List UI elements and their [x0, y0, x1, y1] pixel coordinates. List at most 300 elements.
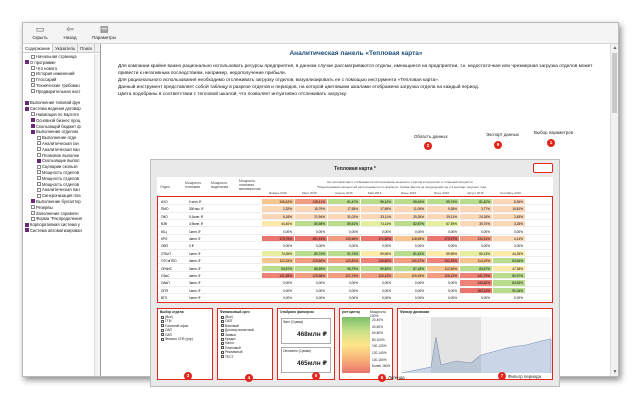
department-filter-panel [157, 308, 213, 380]
scroll-down-icon[interactable]: ▼ [612, 369, 618, 375]
heat-cell: 0,00% [361, 280, 393, 285]
filter-option-label: Плановый [225, 345, 241, 350]
tree-item-label: Синхронизация пла [42, 193, 81, 199]
checkbox-icon[interactable] [161, 338, 164, 341]
dept-cell: ОРиИС [161, 266, 172, 271]
heat-cell: 94,57% [262, 266, 294, 271]
book-icon [31, 124, 35, 128]
callout-data-area-label: Область данных [414, 134, 448, 139]
month-header: Апрель 2016 [335, 191, 353, 195]
legend-label: 120-140% [372, 351, 387, 355]
heat-cell: 0,00% [328, 295, 360, 300]
header-note: На тепловой карте отображается использование мощности отделов в процентах от плановой мощности [327, 180, 473, 184]
page-icon [37, 136, 41, 140]
header-note-2: *Моделирование мощностей рассчитывается по формуле: Сумма фактов на предыдущий год и 3 месяцах текущего года [317, 185, 487, 189]
page-icon [37, 147, 41, 151]
capacity-cell: 3млн. ₽ [189, 281, 201, 286]
tree-item-label: Мощность отделов [42, 175, 80, 181]
heat-cell: 8,26% [493, 199, 525, 204]
filter-option-label: Филиал СПб (упр) [165, 337, 193, 342]
paragraph: Для рационального использования необходимо отслеживать загрузку отделов, визуализировать ее с помощью инструмента «Тепловая карта». [118, 78, 440, 83]
heat-cell: 128,58% [295, 273, 327, 278]
table-row [158, 251, 552, 257]
tree-item-label: О программе [30, 59, 56, 65]
heat-cell: 4,14% [493, 236, 525, 241]
checkbox-icon[interactable] [221, 329, 224, 332]
filter-option[interactable] [218, 355, 272, 359]
heat-cell: 0,00% [427, 229, 459, 234]
tree-item-label: Начальная страница [36, 54, 77, 59]
heat-cell: 191,13% [295, 236, 327, 241]
book-icon [31, 130, 35, 134]
legend-label: Более 160% [372, 364, 391, 369]
tree-item-label: Плановое выполне [42, 152, 80, 158]
tab-contents[interactable]: Содержание [23, 44, 53, 52]
legend-label: 80-100% [372, 337, 385, 342]
tree-item-label: Сценарии скользя [42, 164, 78, 170]
month-header: Июнь 2016 [401, 191, 417, 195]
page-icon [31, 66, 35, 70]
heat-cell: 84,53% [493, 280, 525, 285]
col-dept: Отдел [160, 185, 170, 189]
callout-badge: 4 [245, 374, 253, 382]
tree-item-label: Основной бизнес проц [36, 117, 81, 123]
dept-cell: ПМО [161, 207, 169, 212]
heat-cell: 0,00% [427, 280, 459, 285]
table-row [158, 199, 552, 205]
table-row [158, 243, 552, 249]
heat-cell: 0,00% [361, 295, 393, 300]
content-pane [102, 44, 618, 380]
book-icon [25, 101, 29, 105]
table-row [158, 280, 552, 286]
checkbox-icon[interactable] [221, 355, 224, 358]
table-row [158, 288, 552, 294]
dept-cell: АХО [161, 200, 168, 204]
heat-cell: 0,00% [427, 288, 459, 293]
heat-cell: 65,13% [460, 251, 492, 256]
heat-cell: 96,14% [361, 199, 393, 204]
filter-option-label: Головной офис [165, 323, 189, 328]
month-header: Август 2016 [467, 191, 484, 195]
heat-cell: 17,69% [361, 206, 393, 211]
month-header: Март 2016 [302, 191, 317, 195]
heat-cell: 81,42% [460, 199, 492, 204]
heat-cell: 21,94% [295, 214, 327, 219]
callout-badge: 6 [378, 374, 386, 382]
heat-cell: 29,11% [427, 214, 459, 219]
period-chart[interactable] [401, 317, 551, 377]
tree-item[interactable] [23, 228, 94, 234]
page-icon [37, 176, 41, 180]
heat-cell: 134,14% [460, 236, 492, 241]
book-icon [25, 228, 29, 232]
heat-cell: 0,00% [427, 243, 459, 248]
heat-cell: 0,00% [262, 295, 294, 300]
dept-cell: КРО [161, 237, 168, 241]
panel-title: Финансовый срез [220, 310, 250, 314]
page-icon [37, 182, 41, 186]
panel-title: (нет цвета) [342, 310, 360, 314]
hide-button-label: Скрыть [32, 35, 48, 40]
dept-cell: ОАиП [161, 281, 170, 286]
heat-cell: 179,37% [427, 236, 459, 241]
page-icon [37, 170, 41, 174]
page-icon [31, 55, 35, 59]
heat-cell: 120,12% [361, 273, 393, 278]
heat-cell: 0,00% [394, 243, 426, 248]
checkbox-icon[interactable] [161, 333, 164, 336]
filter-option-label: ТЕСТ [225, 354, 234, 359]
dept-cell: ОЗиС [161, 274, 170, 278]
back-arrow-icon: ⇦ [66, 24, 74, 34]
capacity-cell: 4млн. ₽ [189, 274, 201, 278]
tree-item-label: Форма "Распределения [36, 216, 82, 222]
callout-badge: 7 [498, 372, 506, 380]
page-icon [31, 211, 35, 215]
filter-option-label: Налог [225, 341, 235, 346]
heat-cell: 0,00% [295, 288, 327, 293]
kpi-panel [277, 308, 335, 380]
book-icon [25, 223, 29, 227]
paragraph: Данный инструмент представляет собой таблицу в разрезе отделов и периодов, на которой цветовыми шкалами отображена загрузка отдела на каждый период. [118, 85, 480, 90]
heat-cell: 0,00% [493, 295, 525, 300]
heat-cell: 0,00% [262, 229, 294, 234]
page-icon [31, 217, 35, 221]
paragraph: Для компании крайне важно рационально использовать ресурсы предприятия, в данном случае рассматриваются отделы, имеющиеся на предприятии, т.к. недостаточная или чрезмерная загрузка отделов может привести к негативным последствиям, например, недополучение прибыли. [118, 64, 593, 76]
col-capacity: Мощность плановая [185, 181, 202, 189]
heat-cell: 74,14% [361, 221, 393, 226]
callout-badge: 5 [312, 372, 320, 380]
legend-label: 100-120% [372, 344, 387, 349]
filter-option-label: ОБП [225, 319, 233, 324]
table-row [158, 229, 552, 235]
filter-option-label: Кредит [225, 337, 236, 342]
filter-option[interactable] [158, 337, 212, 341]
heat-cell: 148,52% [460, 280, 492, 285]
heatmap-header [157, 177, 553, 196]
month-header: Январь 2016 [269, 191, 287, 195]
page-icon [37, 165, 41, 169]
kpi-label: Факт (Сумма) [283, 320, 304, 324]
heatmap-title: Тепловая карта * [334, 166, 376, 172]
back-button-label: Назад [63, 35, 77, 40]
heat-cell: 81,47% [328, 199, 360, 204]
checkbox-icon[interactable] [221, 342, 224, 345]
period-selection[interactable] [431, 317, 481, 373]
capacity-cell: 0 млн. ₽ [189, 200, 202, 204]
tree-item-label: Выполнение отде [42, 135, 77, 141]
tab-search[interactable]: Поиск [78, 44, 95, 52]
heat-cell: 85,64% [394, 199, 426, 204]
heat-cell: 0,00% [394, 295, 426, 300]
table-row [158, 214, 552, 220]
heat-cell: 0,00% [262, 243, 294, 248]
heat-cell: 47,38% [493, 266, 525, 271]
checkbox-icon[interactable] [161, 320, 164, 323]
legend-label: 140-160% [372, 357, 387, 362]
heat-cell: 24,18% [460, 214, 492, 219]
tree-scrollbar[interactable] [94, 54, 100, 376]
heat-cell: 141,79% [460, 273, 492, 278]
tree-item-label: Резервы [36, 204, 53, 210]
tree-item-label: Аналитическая пан [42, 187, 80, 193]
table-row [158, 266, 552, 272]
hide-icon: ▭ [35, 24, 45, 34]
panel-title: Отобрано фильтром [280, 310, 314, 314]
heat-cell: 9,35% [427, 206, 459, 211]
heat-cell: 96,79% [328, 266, 360, 271]
page-icon [31, 112, 35, 116]
table-row [158, 295, 552, 301]
page-icon [31, 78, 35, 82]
callout-params-label: Выбор параметров [534, 130, 573, 135]
tree-item-label: История изменений [36, 71, 75, 77]
heat-cell: 91,74% [328, 251, 360, 256]
heat-cell: 0,00% [394, 280, 426, 285]
heat-cell: 74,35% [262, 251, 294, 256]
financial-filter-panel [217, 308, 273, 380]
heat-cell: 86,59% [295, 266, 327, 271]
legend-panel [339, 308, 393, 380]
heat-cell: 82,87% [394, 221, 426, 226]
heat-cell: 44,40% [262, 221, 294, 226]
heat-cell: 128,13% [427, 273, 459, 278]
heat-cell: 179,75% [262, 236, 294, 241]
heat-cell: 87,18% [394, 266, 426, 271]
tree-item-label: Корпоративная система у [30, 222, 81, 228]
month-header: Сентябрь 2016 [500, 191, 521, 195]
lower-panels [157, 308, 553, 380]
callout-badge: 9 [494, 141, 502, 149]
scroll-up-icon[interactable]: ▲ [612, 45, 618, 51]
heat-cell: 112,54% [427, 266, 459, 271]
navigation-pane [23, 44, 101, 376]
tree-item-label: Выполнение бухгалтер [36, 198, 81, 204]
col-min: Мощность плановая минимальная [239, 179, 261, 191]
heat-cell: 15,79% [295, 206, 327, 211]
legend-label: 60-80% [372, 331, 383, 336]
heat-cell: 0,00% [295, 295, 327, 300]
callout-badge: 3 [184, 372, 192, 380]
heat-cell: 10,81% [493, 206, 525, 211]
capacity-cell: 3,9млн. ₽ [189, 222, 204, 227]
back-button[interactable] [55, 24, 85, 43]
checkbox-icon[interactable] [221, 316, 224, 319]
table-row [158, 206, 552, 212]
checkbox-icon[interactable] [221, 346, 224, 349]
checkbox-icon[interactable] [221, 324, 224, 327]
heat-cell: 0,00% [460, 295, 492, 300]
page-icon [31, 72, 35, 76]
heat-cell: 31,02% [328, 214, 360, 219]
heat-cell: 114,19% [460, 258, 492, 263]
heat-cell: 2,45% [493, 214, 525, 219]
heat-cell: 44,25% [493, 251, 525, 256]
tree-item-label: Что нового [36, 65, 58, 71]
heat-cell: 0,00% [328, 229, 360, 234]
capacity-cell: 5,1млн. ₽ [189, 214, 204, 219]
table-row [158, 258, 552, 264]
heat-cell: 0,00% [295, 280, 327, 285]
heat-cell: 0,00% [361, 243, 393, 248]
options-button[interactable] [87, 24, 121, 43]
filter-option-label: ОАП [165, 332, 173, 337]
heat-cell: 3,77% [460, 206, 492, 211]
heat-cell: 0,00% [328, 243, 360, 248]
dept-cell: ОПП [161, 288, 169, 293]
tree-item-label: Мощность отделов [42, 181, 80, 187]
legend-label: 40-60% [372, 324, 383, 329]
heat-cell: 6,18% [262, 214, 294, 219]
checkbox-icon[interactable] [221, 320, 224, 323]
checkbox-icon[interactable] [221, 333, 224, 336]
checkbox-icon[interactable] [221, 338, 224, 341]
legend-label: 20-40% [372, 318, 383, 322]
heat-cell: 80,98% [295, 221, 327, 226]
dept-cell: ОТСиППО [161, 259, 177, 264]
heat-cell: 59,56% [361, 251, 393, 256]
page-icon [31, 83, 35, 87]
page-icon [37, 141, 41, 145]
help-toolbar [23, 23, 618, 44]
heat-cell: 0,00% [328, 280, 360, 285]
table-row [158, 273, 552, 279]
heat-cell: 171,52% [361, 236, 393, 241]
heat-cell: 163,14% [460, 288, 492, 293]
tree-item-label: Выполнение отделом [36, 129, 78, 135]
dept-cell: ОТКиТ [161, 251, 172, 256]
tree-item-label: Система ведения договор [30, 106, 81, 112]
tree-item-label: Глоссарий [36, 77, 57, 83]
dept-cell: ГМО [161, 214, 168, 219]
capacity-cell: 0 ₽ [189, 244, 194, 249]
heatmap-screenshot [150, 159, 560, 387]
dept-cell: ЮЦ [161, 229, 167, 234]
heat-cell: 112,15% [262, 258, 294, 263]
table-row [158, 236, 552, 242]
page-icon [37, 188, 41, 192]
heat-cell: 11,09% [394, 206, 426, 211]
checkbox-icon[interactable] [161, 329, 164, 332]
page-icon [31, 205, 35, 209]
capacity-cell: 1млн. ₽ [189, 288, 201, 293]
tree-item-label: Навигация по Картоте [36, 111, 79, 117]
paragraph: Цвета подобраны в соответствии с тепловой шкалой, что позволяет интуитивно отслеживать загрузку. [118, 92, 347, 97]
heat-cell: 118,59% [394, 236, 426, 241]
capacity-cell: 1млн. ₽ [189, 229, 201, 234]
intro-text [118, 63, 604, 98]
kpi-card [281, 347, 331, 373]
checkbox-icon[interactable] [161, 316, 164, 319]
heat-cell: 0,00% [493, 229, 525, 234]
heat-cell: 152,29% [427, 258, 459, 263]
heat-cell: 83,67% [460, 266, 492, 271]
page-icon [31, 89, 35, 93]
heat-cell: 0,00% [427, 295, 459, 300]
tree-item-label: Технические требован [36, 82, 80, 88]
tree-item-label: Заполнение справочн [36, 210, 79, 216]
dept-cell: ВТО [161, 296, 168, 301]
heat-cell: 99,52% [361, 266, 393, 271]
heat-cell: 120,81% [328, 258, 360, 263]
kpi-label: Оплачено (Сумма) [283, 349, 311, 353]
heat-cell: 125,56% [295, 258, 327, 263]
heat-cell: 89,51% [328, 221, 360, 226]
checkbox-icon[interactable] [161, 324, 164, 327]
hide-button[interactable] [25, 24, 55, 43]
kpi-value: 468млн ₽ [296, 331, 327, 338]
scroll-thumb[interactable] [612, 53, 617, 113]
col-model: Мощность модельная [211, 181, 229, 189]
heat-cell: 0,00% [262, 288, 294, 293]
tree-item-label: Скользящие выпол [42, 158, 80, 164]
legend-heading: Мощность 100% [370, 310, 386, 318]
heat-cell: 130,66% [328, 236, 360, 241]
heat-cell: 141,35% [262, 273, 294, 278]
filter-option-label: ОАП [165, 328, 173, 333]
page-title: Аналитическая панель «Тепловая карта» [289, 50, 423, 57]
book-icon [25, 60, 29, 64]
page-icon [37, 194, 41, 198]
dept-cell: ВЭК [161, 222, 168, 227]
heat-cell: 33,11% [361, 214, 393, 219]
heat-cell: 2,32% [262, 206, 294, 211]
filter-option-label: (Все) [165, 315, 173, 319]
heat-cell: 0,00% [295, 229, 327, 234]
contents-tree [23, 54, 94, 376]
heat-cell: 121,74% [328, 273, 360, 278]
heat-cell: 17,55% [328, 206, 360, 211]
options-icon: ▤ [99, 24, 109, 34]
heat-cell: 0,00% [460, 243, 492, 248]
export-icons [533, 163, 553, 173]
heat-cell: 106,42% [262, 199, 294, 204]
month-header: Май 2016 [368, 191, 382, 195]
panel-title: Фильтр динамики [400, 310, 430, 314]
capacity-cell: 4млн. ₽ [189, 237, 201, 241]
panel-title: Выбор отдела [160, 310, 184, 314]
heat-cell: 0,00% [361, 288, 393, 293]
tab-index[interactable]: Указатель [53, 44, 78, 52]
filter-option-label: ГТМ [165, 319, 172, 324]
checkbox-icon[interactable] [221, 351, 224, 354]
heat-cell: 25,26% [394, 214, 426, 219]
heat-cell: 83,64% [493, 258, 525, 263]
table-row [158, 221, 552, 227]
book-icon [31, 118, 35, 122]
heat-cell: 67,39% [427, 221, 459, 226]
content-scrollbar[interactable] [610, 44, 618, 376]
filter-option-label: Валовый [225, 323, 239, 328]
heat-cell: 130,37% [394, 258, 426, 263]
capacity-cell: 4млн. ₽ [189, 259, 201, 264]
period-panel [397, 308, 553, 380]
heat-cell: 3,25% [493, 221, 525, 226]
help-window [22, 22, 619, 380]
capacity-cell: 2млн. ₽ [189, 266, 201, 271]
filter-option-label: Рекламный [225, 350, 243, 355]
heat-cell: 0,00% [262, 280, 294, 285]
tree-item-label: Выполнение типовой фун [30, 100, 81, 106]
heat-cell: 80,97% [493, 273, 525, 278]
heat-cell: 0,00% [361, 229, 393, 234]
heatmap-table [157, 196, 553, 303]
month-header: Июль 2016 [434, 191, 450, 195]
heat-cell: 109,15% [394, 273, 426, 278]
heat-cell: 0,00% [394, 229, 426, 234]
heat-cell: 0,00% [328, 288, 360, 293]
